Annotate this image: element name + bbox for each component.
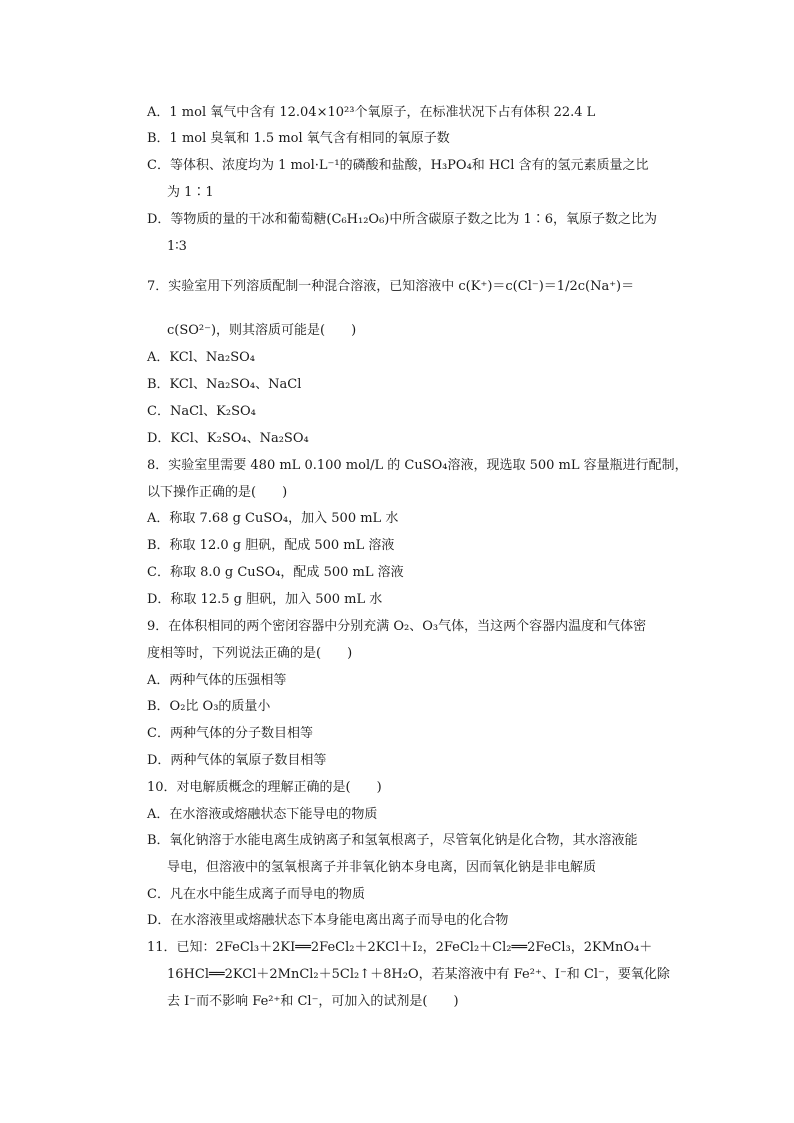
q10-option-d: D．在水溶液里或熔融状态下本身能电离出离子而导电的化合物 xyxy=(147,913,509,928)
q7-option-c: C．NaCl、K₂SO₄ xyxy=(147,404,256,419)
q7-stem-line2: c(SO²⁻)，则其溶质可能是( ) xyxy=(167,323,357,338)
q9-option-c: C．两种气体的分子数目相等 xyxy=(147,726,313,741)
q10-option-c: C．凡在水中能生成离子而导电的物质 xyxy=(147,887,365,902)
q9-option-a: A．两种气体的压强相等 xyxy=(147,673,287,688)
q8-option-b: B．称取 12.0 g 胆矾，配成 500 mL 溶液 xyxy=(147,538,395,553)
q6-option-c-line2: 为 1∶1 xyxy=(167,185,214,200)
q7-stem-line1: 7．实验室用下列溶质配制一种混合溶液，已知溶液中 c(K⁺)＝c(Cl⁻)＝1/2c(Na⁺)＝ xyxy=(147,279,635,294)
q10-option-b-line1: B．氧化钠溶于水能电离生成钠离子和氢氧根离子，尽管氧化钠是化合物，其水溶液能 xyxy=(147,833,638,848)
q7-option-d: D．KCl、K₂SO₄、Na₂SO₄ xyxy=(147,431,309,446)
q6-option-d-line2: 1∶3 xyxy=(167,239,187,254)
q11-stem-line3: 去 I⁻而不影响 Fe²⁺和 Cl⁻，可加入的试剂是( ) xyxy=(167,994,459,1009)
q7-option-b: B．KCl、Na₂SO₄、NaCl xyxy=(147,377,302,392)
q6-option-b: B．1 mol 臭氧和 1.5 mol 氧气含有相同的氧原子数 xyxy=(147,131,450,146)
q9-stem-line1: 9．在体积相同的两个密闭容器中分别充满 O₂、O₃气体，当这两个容器内温度和气体密 xyxy=(147,619,647,634)
q9-option-b: B．O₂比 O₃的质量小 xyxy=(147,699,271,714)
q7-option-a: A．KCl、Na₂SO₄ xyxy=(147,350,255,365)
q6-option-a: A．1 mol 氧气中含有 12.04×10²³个氧原子，在标准状况下占有体积 22.4 L xyxy=(147,105,596,120)
q6-option-d-line1: D．等物质的量的干冰和葡萄糖(C₆H₁₂O₆)中所含碳原子数之比为 1∶6，氧原子数之比为 xyxy=(147,212,658,227)
q8-stem-line1: 8．实验室里需要 480 mL 0.100 mol/L 的 CuSO₄溶液，现选取 500 mL 容量瓶进行配制， xyxy=(147,458,688,473)
q6-option-c-line1: C．等体积、浓度均为 1 mol·L⁻¹的磷酸和盐酸，H₃PO₄和 HCl 含有的氢元素质量之比 xyxy=(147,158,649,173)
q10-option-a: A．在水溶液或熔融状态下能导电的物质 xyxy=(147,807,378,822)
q9-stem-line2: 度相等时，下列说法正确的是( ) xyxy=(147,646,353,661)
q11-stem-line1: 11．已知：2FeCl₃＋2KI══2FeCl₂＋2KCl＋I₂，2FeCl₂＋Cl₂══2FeCl₃，2KMnO₄＋ xyxy=(147,940,653,955)
q8-stem-line2: 以下操作正确的是( ) xyxy=(147,485,288,500)
q9-option-d: D．两种气体的氧原子数目相等 xyxy=(147,753,327,768)
q10-option-b-line2: 导电，但溶液中的氢氧根离子并非氧化钠本身电离，因而氧化钠是非电解质 xyxy=(167,860,597,875)
q8-option-c: C．称取 8.0 g CuSO₄，配成 500 mL 溶液 xyxy=(147,565,404,580)
q8-option-d: D．称取 12.5 g 胆矾，加入 500 mL 水 xyxy=(147,592,383,607)
q11-stem-line2: 16HCl══2KCl＋2MnCl₂＋5Cl₂↑＋8H₂O，若某溶液中有 Fe²⁺、I⁻和 Cl⁻，要氧化除 xyxy=(167,967,670,982)
q10-stem: 10．对电解质概念的理解正确的是( ) xyxy=(147,780,382,795)
q8-option-a: A．称取 7.68 g CuSO₄，加入 500 mL 水 xyxy=(147,511,399,526)
